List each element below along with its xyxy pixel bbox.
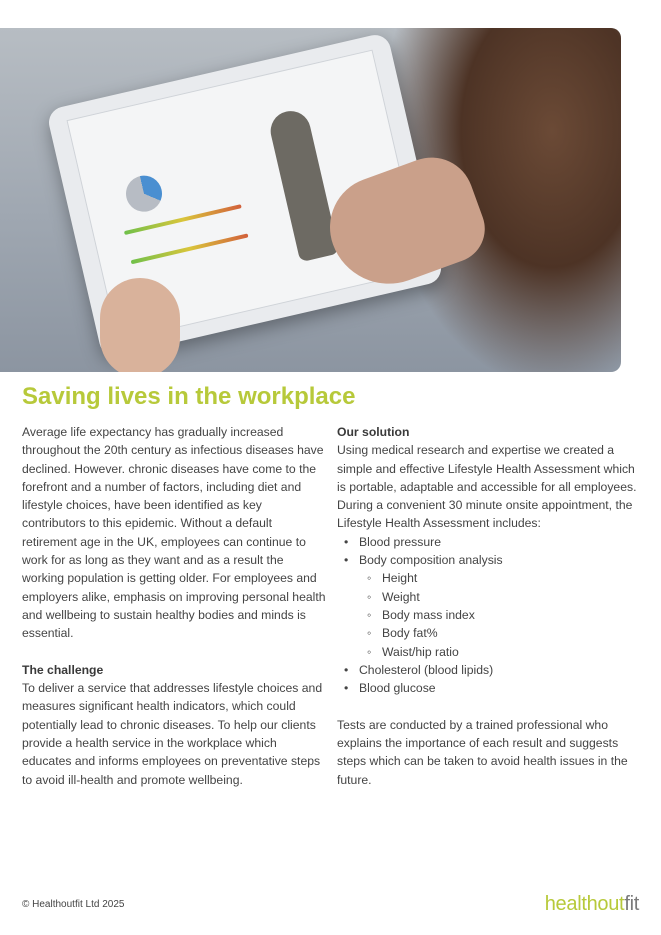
sublist-item: ◦ Body fat% [359, 624, 643, 642]
list-item: • Blood glucose [337, 679, 643, 697]
brand-logo [545, 893, 639, 916]
list-item [337, 551, 643, 661]
logo-text-primary: healthout [544, 893, 625, 915]
right-column [337, 423, 643, 789]
body-composition-sublist [359, 569, 643, 660]
sublist-item: ◦ Body mass index [359, 606, 643, 624]
sublist-item: ◦ Weight [359, 588, 643, 606]
body-model-figure [267, 107, 340, 262]
intro-paragraph: Average life expectancy has gradually increased throughout the 20th century as infectious diseases have declined. However. chronic diseases have come to the forefront and a number of factors, including diet and lifestyle choices, have been identified as key contributors to this epidemic. Without a default retirement age in the UK, employees can continue to work for as long as they want and as a result the working population is getting older. For employees and employers alike, emphasis on improving personal health and wellbeing to sustain healthy bodies and minds is essential. [22, 425, 326, 641]
list-item-label: Body composition analysis [359, 553, 503, 568]
list-item: • Cholesterol (blood lipids) [337, 661, 643, 679]
sublist-item: ◦ Height [359, 569, 643, 587]
solution-heading: Our solution [337, 425, 410, 439]
copyright-notice: © Healthoutfit Ltd 2025 [22, 899, 125, 910]
closing-paragraph: Tests are conducted by a trained professional who explains the importance of each result and suggests steps which can be taken to avoid health issues in the future. [337, 717, 628, 787]
list-item: • Blood pressure [337, 533, 643, 551]
logo-text-secondary: fit [624, 893, 639, 915]
assessment-list [337, 533, 643, 698]
page-title: Saving lives in the workplace [22, 383, 356, 410]
sublist-item: ◦ Waist/hip ratio [359, 643, 643, 661]
hand-holding [100, 278, 180, 372]
hero-photo-tablet-body-scan [0, 28, 621, 372]
left-column [22, 423, 327, 789]
challenge-heading: The challenge [22, 662, 104, 677]
pie-chart-graphic [122, 172, 165, 215]
challenge-paragraph: To deliver a service that addresses lifestyle choices and measures significant health indicators, which could potentially lead to chronic diseases. To help our clients provide a health service in the workplace which educates and informs employees on preventative steps to avoid ill-health and promote wellbeing. [22, 681, 323, 787]
gradient-bar-graphic [131, 233, 249, 264]
solution-paragraph: Using medical research and expertise we created a simple and effective Lifestyle Health Assessment which is portable, adaptable and accessible for all employees. During a convenient 30 minute onsite appointment, the Lifestyle Health Assessment includes: [337, 443, 637, 531]
